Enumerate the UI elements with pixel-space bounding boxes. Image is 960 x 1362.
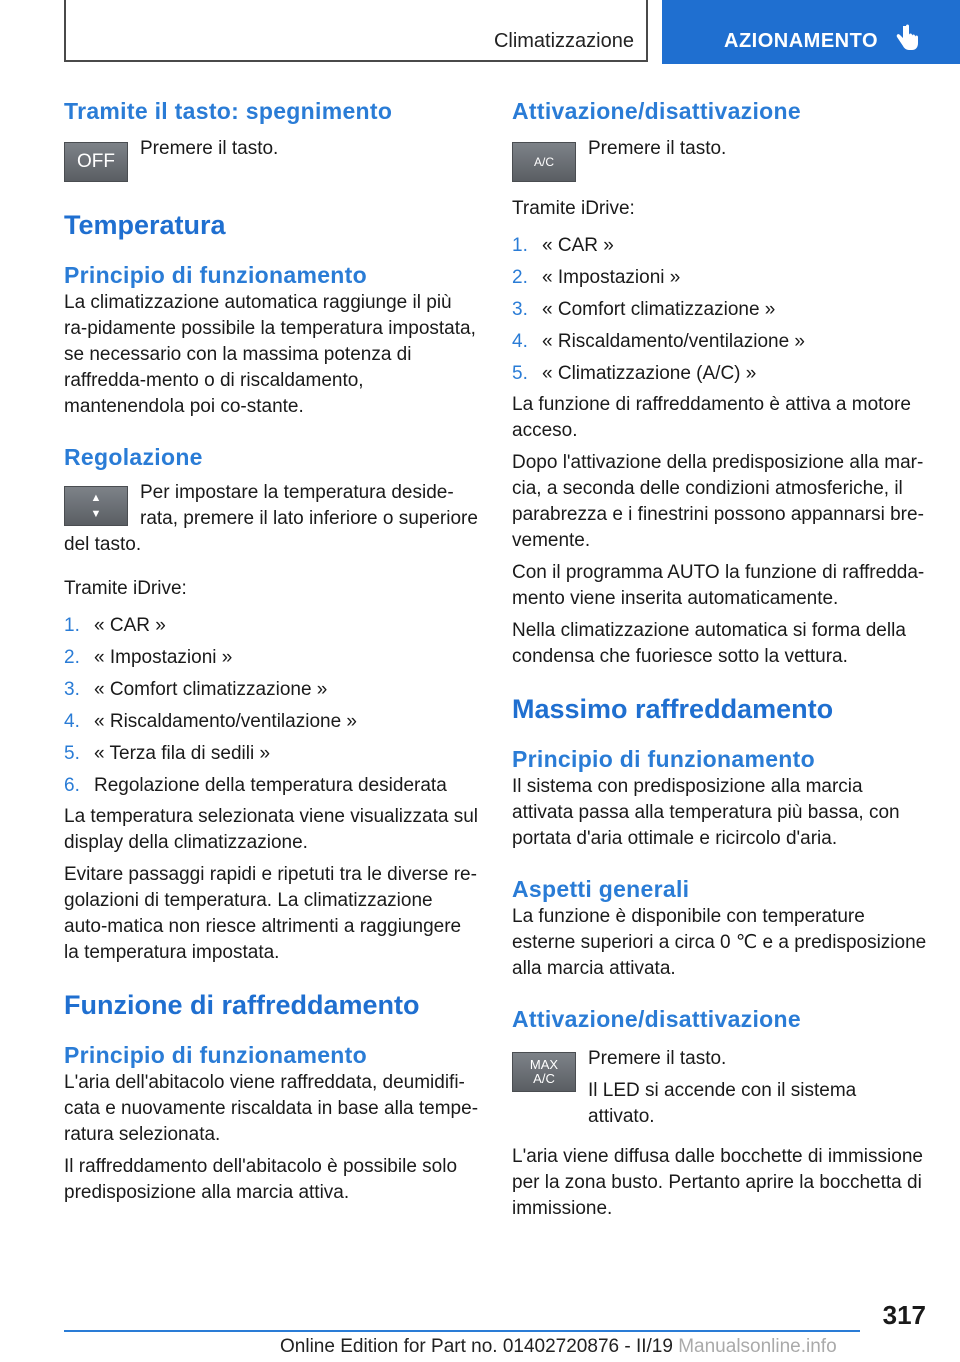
att2-text-2: Il LED si accende con il sistema attivato. <box>588 1080 857 1127</box>
aspetti-title: Aspetti generali <box>512 876 690 902</box>
att2-text-1: Premere il tasto. <box>588 1048 727 1069</box>
right-idrive-steps <box>512 230 928 390</box>
arrow-down-icon: ▼ <box>90 508 102 520</box>
list-item: 5. « Terza fila di sedili » <box>64 743 271 764</box>
ac-key-text: Premere il tasto. <box>588 138 727 159</box>
list-item: 1. « CAR » <box>64 615 166 636</box>
arrow-up-icon: ▲ <box>90 492 102 504</box>
avoid-text: Evitare passaggi rapidi e ripetuti tra le diverse re-golazioni di temperatura. La climatizzazione auto-matica non riesce altrimenti a raggiungere la temperatura impostata. <box>64 864 477 963</box>
right-p1: La funzione di raffreddamento è attiva a motore acceso. <box>512 394 911 441</box>
footer-edition: Online Edition for Part no. 01402720876 - II/19 Manualsonline.info <box>280 1336 837 1357</box>
right-idrive-intro: Tramite iDrive: <box>512 198 635 219</box>
temp-key-row <box>64 482 480 532</box>
raffreddamento-title: Funzione di raffreddamento <box>64 990 420 1020</box>
footer-divider <box>64 1330 860 1332</box>
max-ac-key-icon: MAX A/C <box>512 1052 576 1092</box>
list-item: 4. « Riscaldamento/ventilazione » <box>512 331 805 352</box>
max-principio-title: Principio di funzionamento <box>512 746 815 772</box>
att-title: Attivazione/disattivazione <box>512 98 801 124</box>
list-item: 3. « Comfort climatizzazione » <box>512 299 776 320</box>
right-p4: Nella climatizzazione automatica si forma della condensa che fuoriesce sotto la vettura. <box>512 620 906 667</box>
off-section-title: Tramite il tasto: spegnimento <box>64 98 393 124</box>
right-p2: Dopo l'attivazione della predisposizione alla mar-cia, a seconda delle condizioni atmosferiche, il parabrezza e i finestrini possono appannarsi bre-vemente. <box>512 452 924 551</box>
att2-title: Attivazione/disattivazione <box>512 1006 801 1032</box>
left-column <box>64 96 480 1206</box>
off-key-text: Premere il tasto. <box>140 138 279 159</box>
list-item: 5. « Climatizzazione (A/C) » <box>512 363 757 384</box>
pointing-hand-icon <box>894 24 920 52</box>
list-item: 3. « Comfort climatizzazione » <box>64 679 328 700</box>
raff-text-2: Il raffreddamento dell'abitacolo è possibile solo predisposizione alla marcia attiva. <box>64 1156 458 1203</box>
temp-display-text: La temperatura selezionata viene visualizzata sul display della climatizzazione. <box>64 806 479 853</box>
list-item: 1. « CAR » <box>512 235 614 256</box>
idrive-intro: Tramite iDrive: <box>64 578 187 599</box>
off-key-row <box>64 138 480 182</box>
massimo-title: Massimo raffreddamento <box>512 694 834 724</box>
max-principio-text: Il sistema con predisposizione alla marcia attivata passa alla temperatura più bassa, con portata d'aria ottimale e ricircolo d'aria. <box>512 776 900 849</box>
idrive-steps <box>64 610 480 802</box>
watermark: Manualsonline.info <box>678 1336 837 1357</box>
regolazione-title: Regolazione <box>64 444 203 470</box>
chapter-tab[interactable] <box>662 0 960 64</box>
aspetti-text: La funzione è disponibile con temperature esterne superiori a circa 0 ℃ e a predisposizione alla marcia attivata. <box>512 906 927 979</box>
regolazione-text-b: del tasto. <box>64 534 142 555</box>
principio-text: La climatizzazione automatica raggiunge il più ra-pidamente possibile la temperatura impostata, se necessario con la massima potenza di raffredda-mento o di riscaldamento, mantenendola poi co-stante. <box>64 292 476 417</box>
ac-key-icon: A/C <box>512 142 576 182</box>
temperature-updown-key-icon <box>64 486 128 526</box>
list-item: 6. Regolazione della temperatura desiderata <box>64 775 447 796</box>
temperatura-title: Temperatura <box>64 210 226 240</box>
chapter-title: AZIONAMENTO <box>724 30 879 52</box>
right-column <box>512 96 928 1222</box>
raff-text-1: L'aria dell'abitacolo viene raffreddata, deumidifi-cata e nuovamente riscaldata in base alla tempe-ratura selezionata. <box>64 1072 479 1145</box>
regolazione-text-a: Per impostare la temperatura deside-rata, premere il lato inferiore o superiore <box>140 482 478 529</box>
off-key-icon: OFF <box>64 142 128 182</box>
right-p3: Con il programma AUTO la funzione di raffredda-mento viene inserita automaticamente. <box>512 562 925 609</box>
list-item: 2. « Impostazioni » <box>512 267 681 288</box>
ac-key-row <box>512 138 928 182</box>
header-section-box <box>64 0 648 62</box>
raff-principio-title: Principio di funzionamento <box>64 1042 367 1068</box>
section-title: Climatizzazione <box>493 30 634 52</box>
principio-title: Principio di funzionamento <box>64 262 367 288</box>
list-item: 4. « Riscaldamento/ventilazione » <box>64 711 357 732</box>
list-item: 2. « Impostazioni » <box>64 647 233 668</box>
maxac-key-row <box>512 1048 928 1130</box>
page-number: 317 <box>882 1300 926 1330</box>
final-text: L'aria viene diffusa dalle bocchette di immissione per la zona busto. Pertanto aprire la bocchetta di immissione. <box>512 1146 923 1219</box>
